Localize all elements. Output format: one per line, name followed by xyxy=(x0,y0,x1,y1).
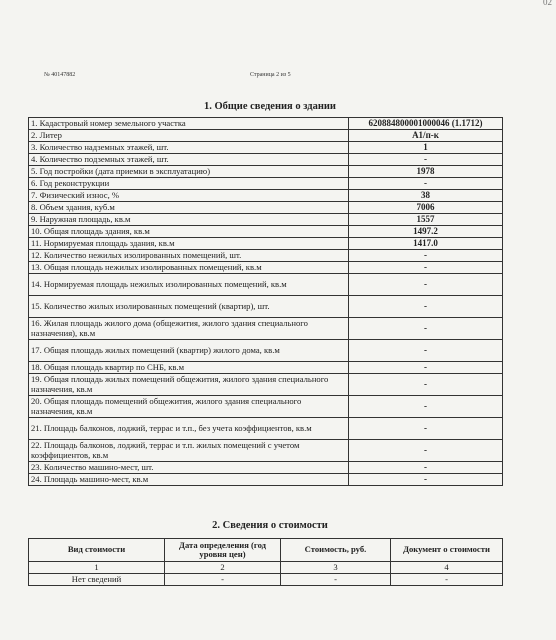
data-cell: Нет сведений xyxy=(29,574,165,586)
row-value: - xyxy=(349,340,503,362)
row-value: - xyxy=(349,374,503,396)
column-number: 4 xyxy=(391,562,503,574)
column-number: 1 xyxy=(29,562,165,574)
info-row xyxy=(29,166,503,178)
info-row xyxy=(29,214,503,226)
row-label: 8. Объем здания, куб.м xyxy=(29,202,349,214)
data-cell: - xyxy=(281,574,391,586)
row-value: 1557 xyxy=(349,214,503,226)
row-value: - xyxy=(349,440,503,462)
info-row xyxy=(29,190,503,202)
row-value: - xyxy=(349,396,503,418)
cost-header-row xyxy=(29,539,503,562)
row-label: 7. Физический износ, % xyxy=(29,190,349,202)
row-label: 2. Литер xyxy=(29,130,349,142)
info-row xyxy=(29,262,503,274)
row-value: - xyxy=(349,250,503,262)
row-value: 620884800001000046 (1.1712) xyxy=(349,118,503,130)
data-cell: - xyxy=(391,574,503,586)
row-label: 4. Количество подземных этажей, шт. xyxy=(29,154,349,166)
row-value: А1/п-к xyxy=(349,130,503,142)
row-value: 7006 xyxy=(349,202,503,214)
info-row xyxy=(29,130,503,142)
info-row xyxy=(29,296,503,318)
cost-data-row xyxy=(29,574,503,586)
column-number-row xyxy=(29,562,503,574)
row-label: 14. Нормируемая площадь нежилых изолированных помещений, кв.м xyxy=(29,274,349,296)
info-row xyxy=(29,362,503,374)
info-row xyxy=(29,462,503,474)
row-value: 1978 xyxy=(349,166,503,178)
row-value: - xyxy=(349,178,503,190)
document-number: № 40147882 xyxy=(44,72,76,78)
row-value: - xyxy=(349,418,503,440)
info-row xyxy=(29,118,503,130)
row-value: - xyxy=(349,296,503,318)
section1-title: 1. Общие сведения о здании xyxy=(204,101,336,112)
row-label: 5. Год постройки (дата приемки в эксплуатацию) xyxy=(29,166,349,178)
row-label: 23. Количество машино-мест, шт. xyxy=(29,462,349,474)
header-cell: Вид стоимости xyxy=(29,539,165,562)
row-value: - xyxy=(349,262,503,274)
section2-title: 2. Сведения о стоимости xyxy=(212,520,328,531)
row-value: - xyxy=(349,318,503,340)
info-row xyxy=(29,154,503,166)
row-label: 13. Общая площадь нежилых изолированных помещений, кв.м xyxy=(29,262,349,274)
row-value: 38 xyxy=(349,190,503,202)
row-value: - xyxy=(349,474,503,486)
row-label: 6. Год реконструкции xyxy=(29,178,349,190)
page-info: Страница 2 из 5 xyxy=(250,72,291,78)
row-value: - xyxy=(349,274,503,296)
info-row xyxy=(29,374,503,396)
row-value: - xyxy=(349,154,503,166)
row-label: 15. Количество жилых изолированных помещений (квартир), шт. xyxy=(29,296,349,318)
row-label: 11. Нормируемая площадь здания, кв.м xyxy=(29,238,349,250)
row-value: - xyxy=(349,462,503,474)
row-value: 1417.0 xyxy=(349,238,503,250)
info-row xyxy=(29,250,503,262)
info-row xyxy=(29,396,503,418)
row-label: 10. Общая площадь здания, кв.м xyxy=(29,226,349,238)
row-value: 1 xyxy=(349,142,503,154)
row-label: 12. Количество нежилых изолированных помещений, шт. xyxy=(29,250,349,262)
general-info-table xyxy=(28,117,503,486)
header-cell: Дата определения (год уровня цен) xyxy=(165,539,281,562)
row-label: 17. Общая площадь жилых помещений (квартир) жилого дома, кв.м xyxy=(29,340,349,362)
data-cell: - xyxy=(165,574,281,586)
corner-mark: 02 xyxy=(543,0,552,7)
row-label: 9. Наружная площадь, кв.м xyxy=(29,214,349,226)
row-label: 3. Количество надземных этажей, шт. xyxy=(29,142,349,154)
info-row xyxy=(29,238,503,250)
column-number: 3 xyxy=(281,562,391,574)
header-cell: Стоимость, руб. xyxy=(281,539,391,562)
info-row xyxy=(29,418,503,440)
info-row xyxy=(29,202,503,214)
row-value: 1497.2 xyxy=(349,226,503,238)
cost-info-table xyxy=(28,538,503,586)
info-row xyxy=(29,340,503,362)
header-cell: Документ о стоимости xyxy=(391,539,503,562)
row-value: - xyxy=(349,362,503,374)
row-label: 19. Общая площадь жилых помещений общежития, жилого здания специального назначения, кв.м xyxy=(29,374,349,396)
info-row xyxy=(29,274,503,296)
info-row xyxy=(29,318,503,340)
row-label: 16. Жилая площадь жилого дома (общежития, жилого здания специального назначения), кв.м xyxy=(29,318,349,340)
row-label: 20. Общая площадь помещений общежития, жилого здания специального назначения, кв.м xyxy=(29,396,349,418)
info-row xyxy=(29,142,503,154)
column-number: 2 xyxy=(165,562,281,574)
info-row xyxy=(29,474,503,486)
row-label: 1. Кадастровый номер земельного участка xyxy=(29,118,349,130)
info-row xyxy=(29,226,503,238)
row-label: 22. Площадь балконов, лоджий, террас и т.п. жилых помещений с учетом коэффициентов, кв.м xyxy=(29,440,349,462)
info-row xyxy=(29,178,503,190)
row-label: 24. Площадь машино-мест, кв.м xyxy=(29,474,349,486)
row-label: 21. Площадь балконов, лоджий, террас и т.п., без учета коэффициентов, кв.м xyxy=(29,418,349,440)
info-row xyxy=(29,440,503,462)
row-label: 18. Общая площадь квартир по СНБ, кв.м xyxy=(29,362,349,374)
